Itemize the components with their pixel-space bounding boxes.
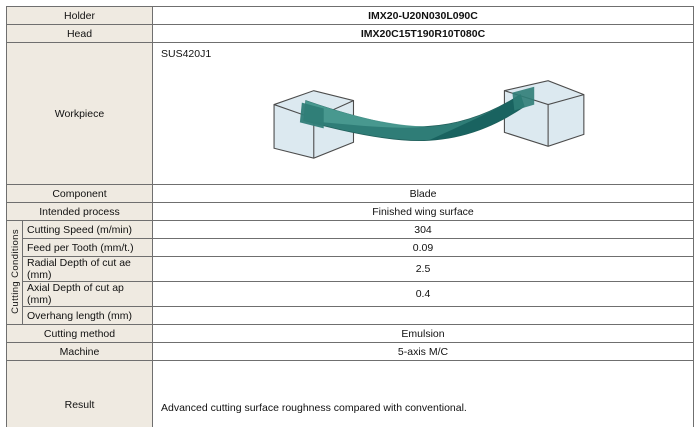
table-row-overhang-length	[7, 307, 694, 325]
workpiece-cell	[153, 43, 694, 185]
workpiece-label: Workpiece	[7, 43, 153, 185]
cutting-method-value: Emulsion	[153, 325, 694, 343]
table-row-cutting-method	[7, 325, 694, 343]
cutting-method-label: Cutting method	[7, 325, 153, 343]
table-row-workpiece	[7, 43, 694, 185]
table-row-result	[7, 361, 694, 427]
cutting-conditions-group-label	[7, 221, 23, 325]
table-row-cutting-speed	[7, 221, 694, 239]
cutting-conditions-group-text: Cutting Conditions	[10, 228, 21, 314]
table-row-head	[7, 25, 694, 43]
feed-per-tooth-value: 0.09	[153, 239, 694, 257]
table-row-intended-process	[7, 203, 694, 221]
component-label: Component	[7, 185, 153, 203]
intended-process-value: Finished wing surface	[153, 203, 694, 221]
head-value: IMX20C15T190R10T080C	[153, 25, 694, 43]
result-value: Advanced cutting surface roughness compared with conventional.	[161, 401, 467, 414]
table-row-holder	[7, 7, 694, 25]
cutting-speed-label: Cutting Speed (m/min)	[23, 221, 153, 239]
holder-value: IMX20-U20N030L090C	[153, 7, 694, 25]
table-row-component	[7, 185, 694, 203]
result-label: Result	[7, 361, 153, 427]
machine-label: Machine	[7, 343, 153, 361]
holder-label: Holder	[7, 7, 153, 25]
specification-table	[6, 6, 694, 427]
cutting-speed-value: 304	[153, 221, 694, 239]
radial-depth-value: 2.5	[153, 257, 694, 282]
table-row-feed-per-tooth	[7, 239, 694, 257]
overhang-length-value	[153, 307, 694, 325]
axial-depth-label: Axial Depth of cut ap (mm)	[23, 282, 153, 307]
table-row-machine	[7, 343, 694, 361]
machine-value: 5-axis M/C	[153, 343, 694, 361]
head-label: Head	[7, 25, 153, 43]
result-cell	[153, 361, 694, 427]
workpiece-material: SUS420J1	[161, 48, 212, 60]
workpiece-illustration-icon	[153, 43, 693, 184]
intended-process-label: Intended process	[7, 203, 153, 221]
component-value: Blade	[153, 185, 694, 203]
overhang-length-label: Overhang length (mm)	[23, 307, 153, 325]
axial-depth-value: 0.4	[153, 282, 694, 307]
table-row-axial-depth	[7, 282, 694, 307]
table-row-radial-depth	[7, 257, 694, 282]
feed-per-tooth-label: Feed per Tooth (mm/t.)	[23, 239, 153, 257]
radial-depth-label: Radial Depth of cut ae (mm)	[23, 257, 153, 282]
